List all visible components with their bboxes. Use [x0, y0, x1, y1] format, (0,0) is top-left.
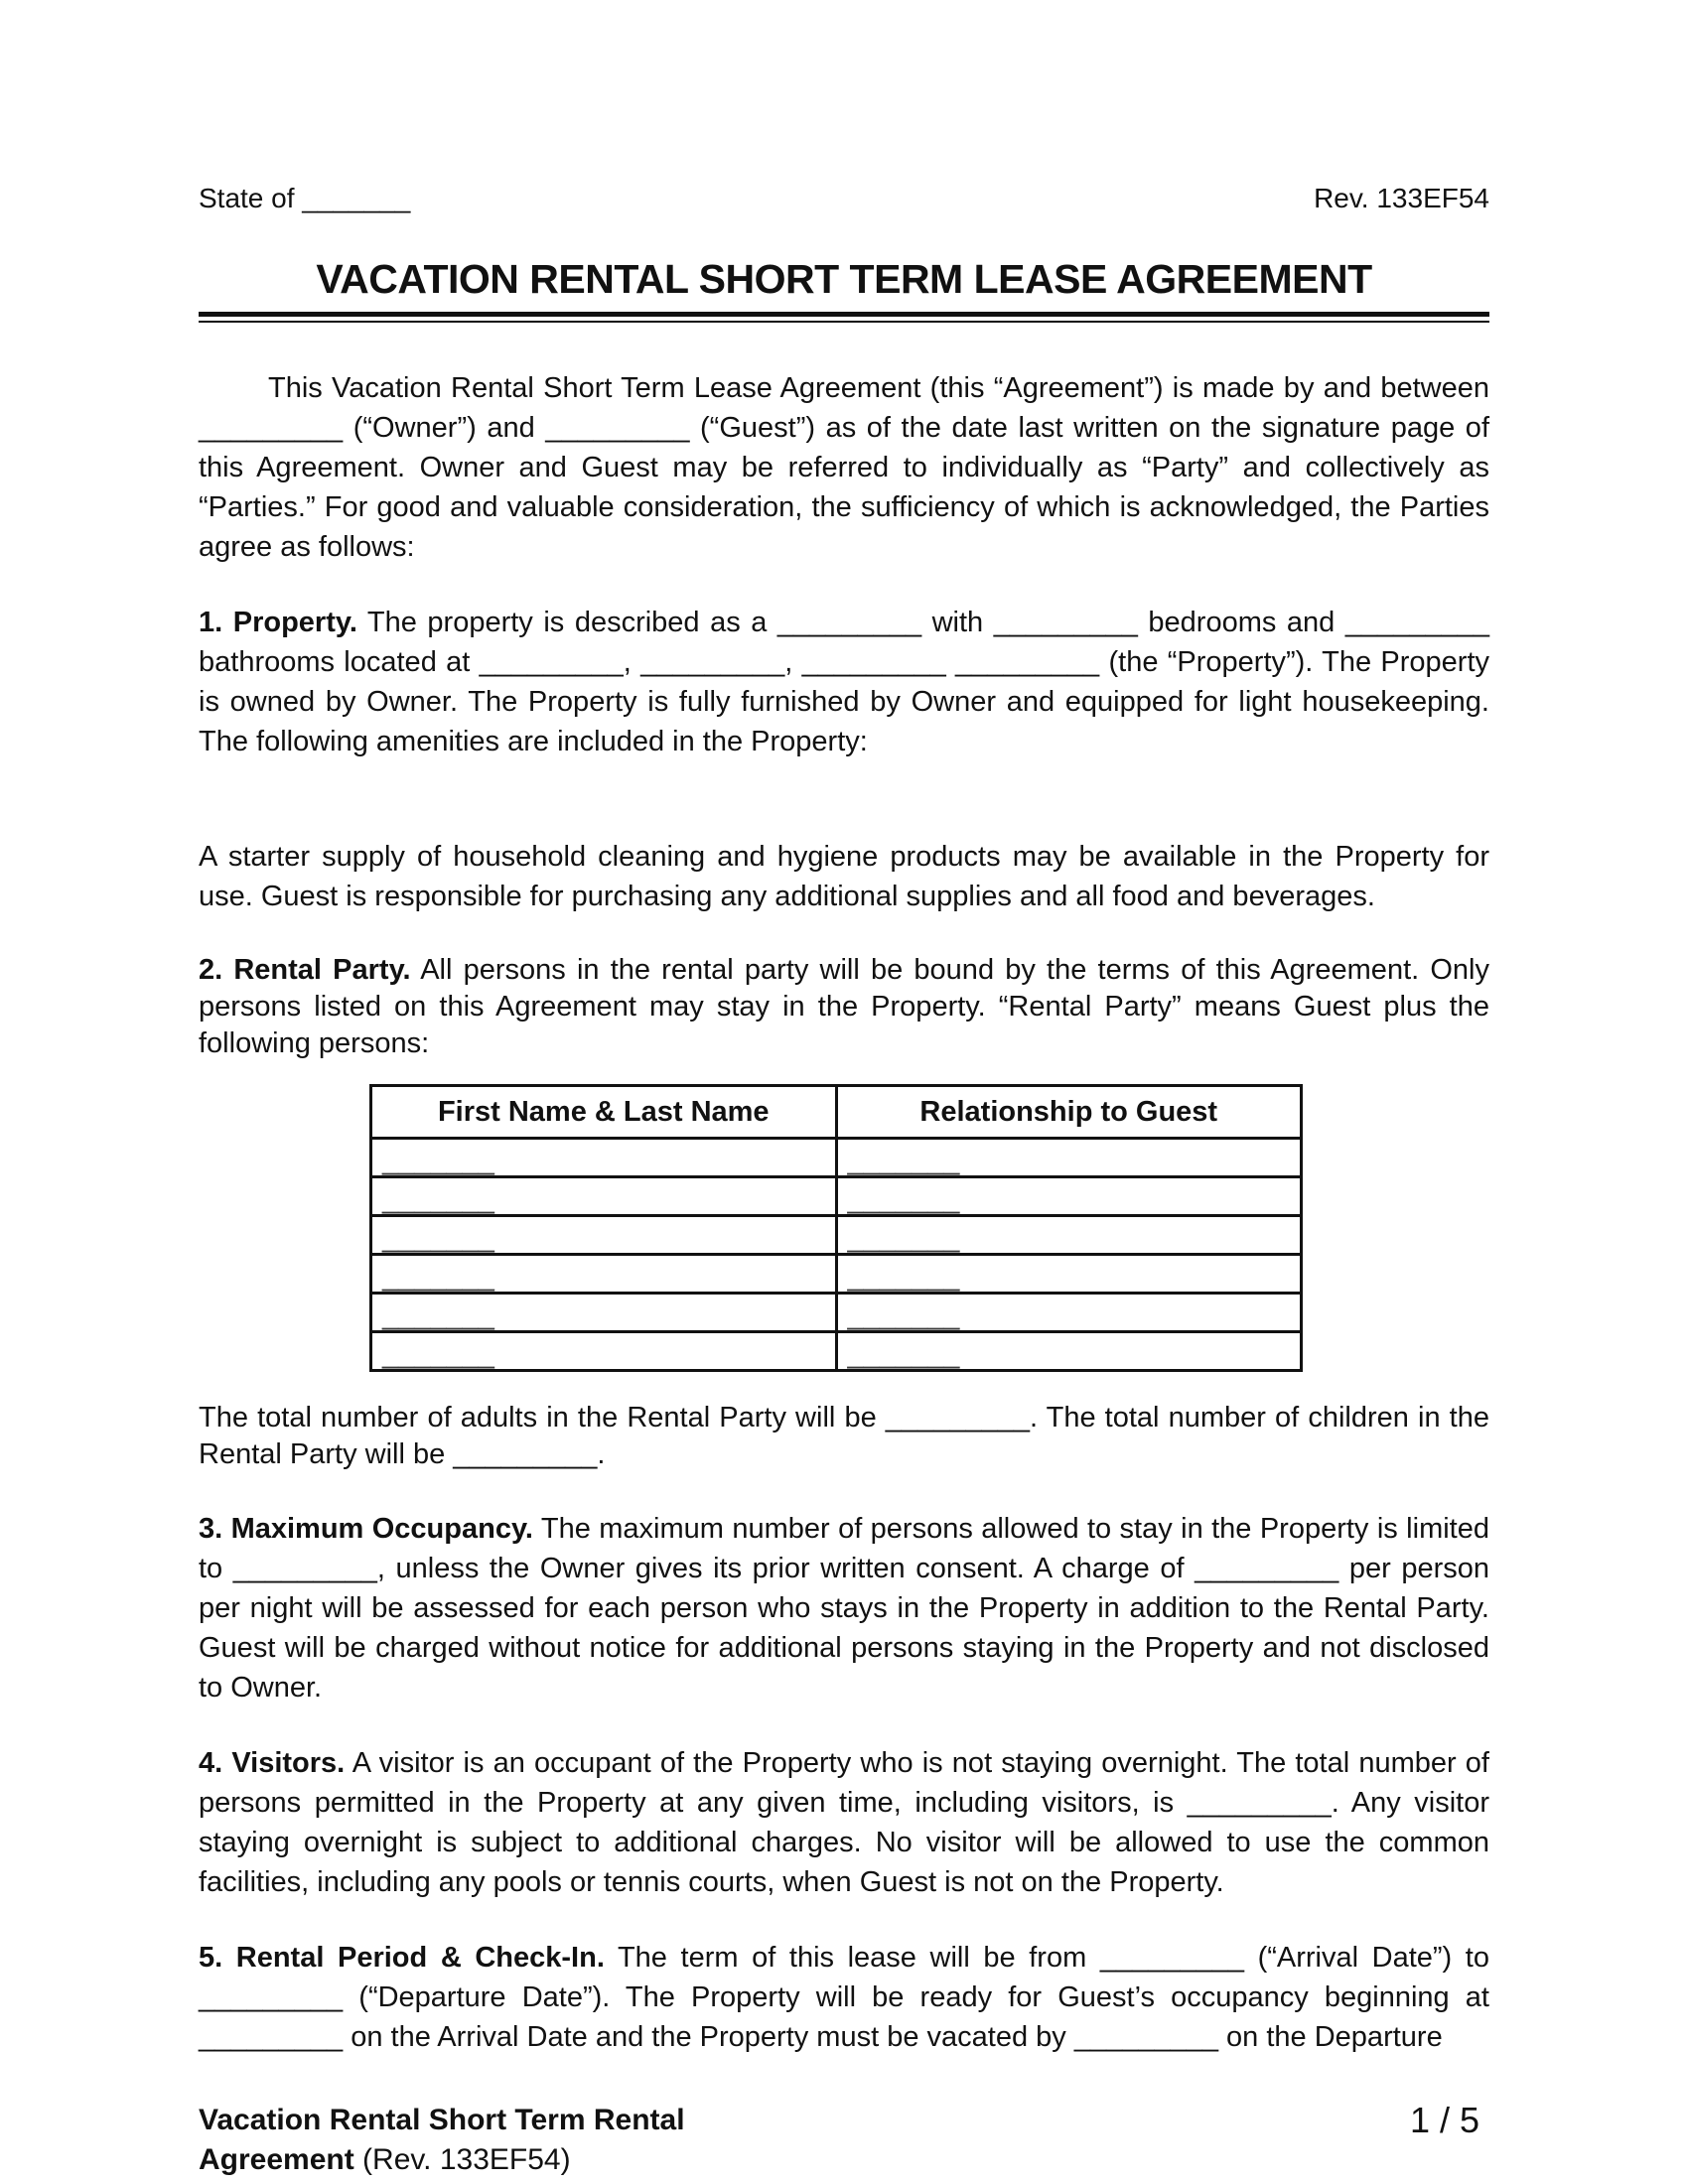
intro-paragraph: This Vacation Rental Short Term Lease Agreement (this “Agreement”) is made by and between _________ (“Owner”) and _________ (“Guest”) as of the date last written on the signature page of this Agreement. Owner and Guest may be referred to individually as “Party” and collectively as “Parties.” For good and valuable consideration, the sufficiency of which is acknowledged, the Parties agree as follows: [199, 372, 1489, 563]
starter-supply-paragraph: A starter supply of household cleaning and hygiene products may be available in the Property for use. Guest is responsible for purchasing any additional supplies and all food and beverages. [199, 841, 1489, 912]
name-blank: _______ [371, 1332, 837, 1371]
footer-line-2-rev: (Rev. 133EF54) [353, 2143, 571, 2176]
name-blank: _______ [371, 1216, 837, 1255]
relationship-blank: _______ [836, 1139, 1302, 1177]
section-2-rental-party [199, 952, 1489, 1062]
table-header-name: First Name & Last Name [371, 1086, 837, 1139]
footer-line-2-bold: Agreement [199, 2143, 354, 2176]
section-4-heading: 4. Visitors. [199, 1747, 346, 1779]
page-number: 1 / 5 [1409, 2100, 1479, 2140]
page-footer [199, 2101, 1489, 2180]
table-row [371, 1294, 1302, 1332]
relationship-blank: _______ [836, 1332, 1302, 1371]
relationship-blank: _______ [836, 1255, 1302, 1294]
section-3-body: The maximum number of persons allowed to stay in the Property is limited to _________, unless the Owner gives its prior written consent. A charge of _________ per person per night will be assessed for each person who stays in the Property in addition to the Rental Party. Guest will be charged without notice for additional persons staying in the Property and not disclosed to Owner. [199, 1513, 1489, 1704]
table-header-relationship: Relationship to Guest [836, 1086, 1302, 1139]
relationship-blank: _______ [836, 1177, 1302, 1216]
section-4-body: A visitor is an occupant of the Property who is not staying overnight. The total number of persons permitted in the Property at any given time, including visitors, is _________. Any visitor staying overnight is subject to additional charges. No visitor will be allowed to use the common facilities, including any pools or tennis courts, when Guest is not on the Property. [199, 1747, 1489, 1898]
page-header [199, 179, 1489, 218]
table-row [371, 1216, 1302, 1255]
title-rule [199, 312, 1489, 323]
document-title: VACATION RENTAL SHORT TERM LEASE AGREEMENT [316, 256, 1372, 302]
section-1-body: The property is described as a _________ with _________ bedrooms and _________ bathrooms located at _________, _________, _________ _________ (the “Property”). The Property is owned by Owner. The Property is fully furnished by Owner and equipped for light housekeeping. The following amenities are included in the Property: [199, 607, 1489, 757]
table-header-row [371, 1086, 1302, 1139]
section-5-rental-period [199, 1938, 1489, 2057]
amenities-blank-space [199, 761, 1489, 837]
rental-party-table [369, 1084, 1303, 1372]
name-blank: _______ [371, 1255, 837, 1294]
adults-children-paragraph: The total number of adults in the Rental Party will be _________. The total number of children in the Rental Party will be _________. [199, 1402, 1489, 1470]
section-4-visitors [199, 1743, 1489, 1902]
section-3-heading: 3. Maximum Occupancy. [199, 1513, 533, 1545]
section-5-heading: 5. Rental Period & Check-In. [199, 1942, 605, 1974]
revision-code: Rev. 133EF54 [1314, 183, 1489, 213]
section-1-property [199, 603, 1489, 761]
state-of-blank: State of _______ [199, 183, 411, 213]
relationship-blank: _______ [836, 1216, 1302, 1255]
section-2-heading: 2. Rental Party. [199, 954, 411, 986]
footer-line-1: Vacation Rental Short Term Rental [199, 2104, 685, 2136]
table-row [371, 1139, 1302, 1177]
section-2-body: All persons in the rental party will be bound by the terms of this Agreement. Only persons listed on this Agreement may stay in the Property. “Rental Party” means Guest plus the following persons: [199, 954, 1489, 1059]
relationship-blank: _______ [836, 1294, 1302, 1332]
name-blank: _______ [371, 1294, 837, 1332]
section-1-heading: 1. Property. [199, 607, 357, 638]
table-row [371, 1332, 1302, 1371]
name-blank: _______ [371, 1177, 837, 1216]
section-3-maximum-occupancy [199, 1509, 1489, 1707]
section-5-body: The term of this lease will be from _________ (“Arrival Date”) to _________ (“Departure Date”). The Property will be ready for Guest’s occupancy beginning at _________ on the Arrival Date and the Property must be vacated by _________ on the Departure [199, 1942, 1489, 2053]
footer-line-2 [199, 2140, 685, 2180]
name-blank: _______ [371, 1139, 837, 1177]
table-row [371, 1255, 1302, 1294]
table-row [371, 1177, 1302, 1216]
footer-document-name [199, 2101, 685, 2180]
